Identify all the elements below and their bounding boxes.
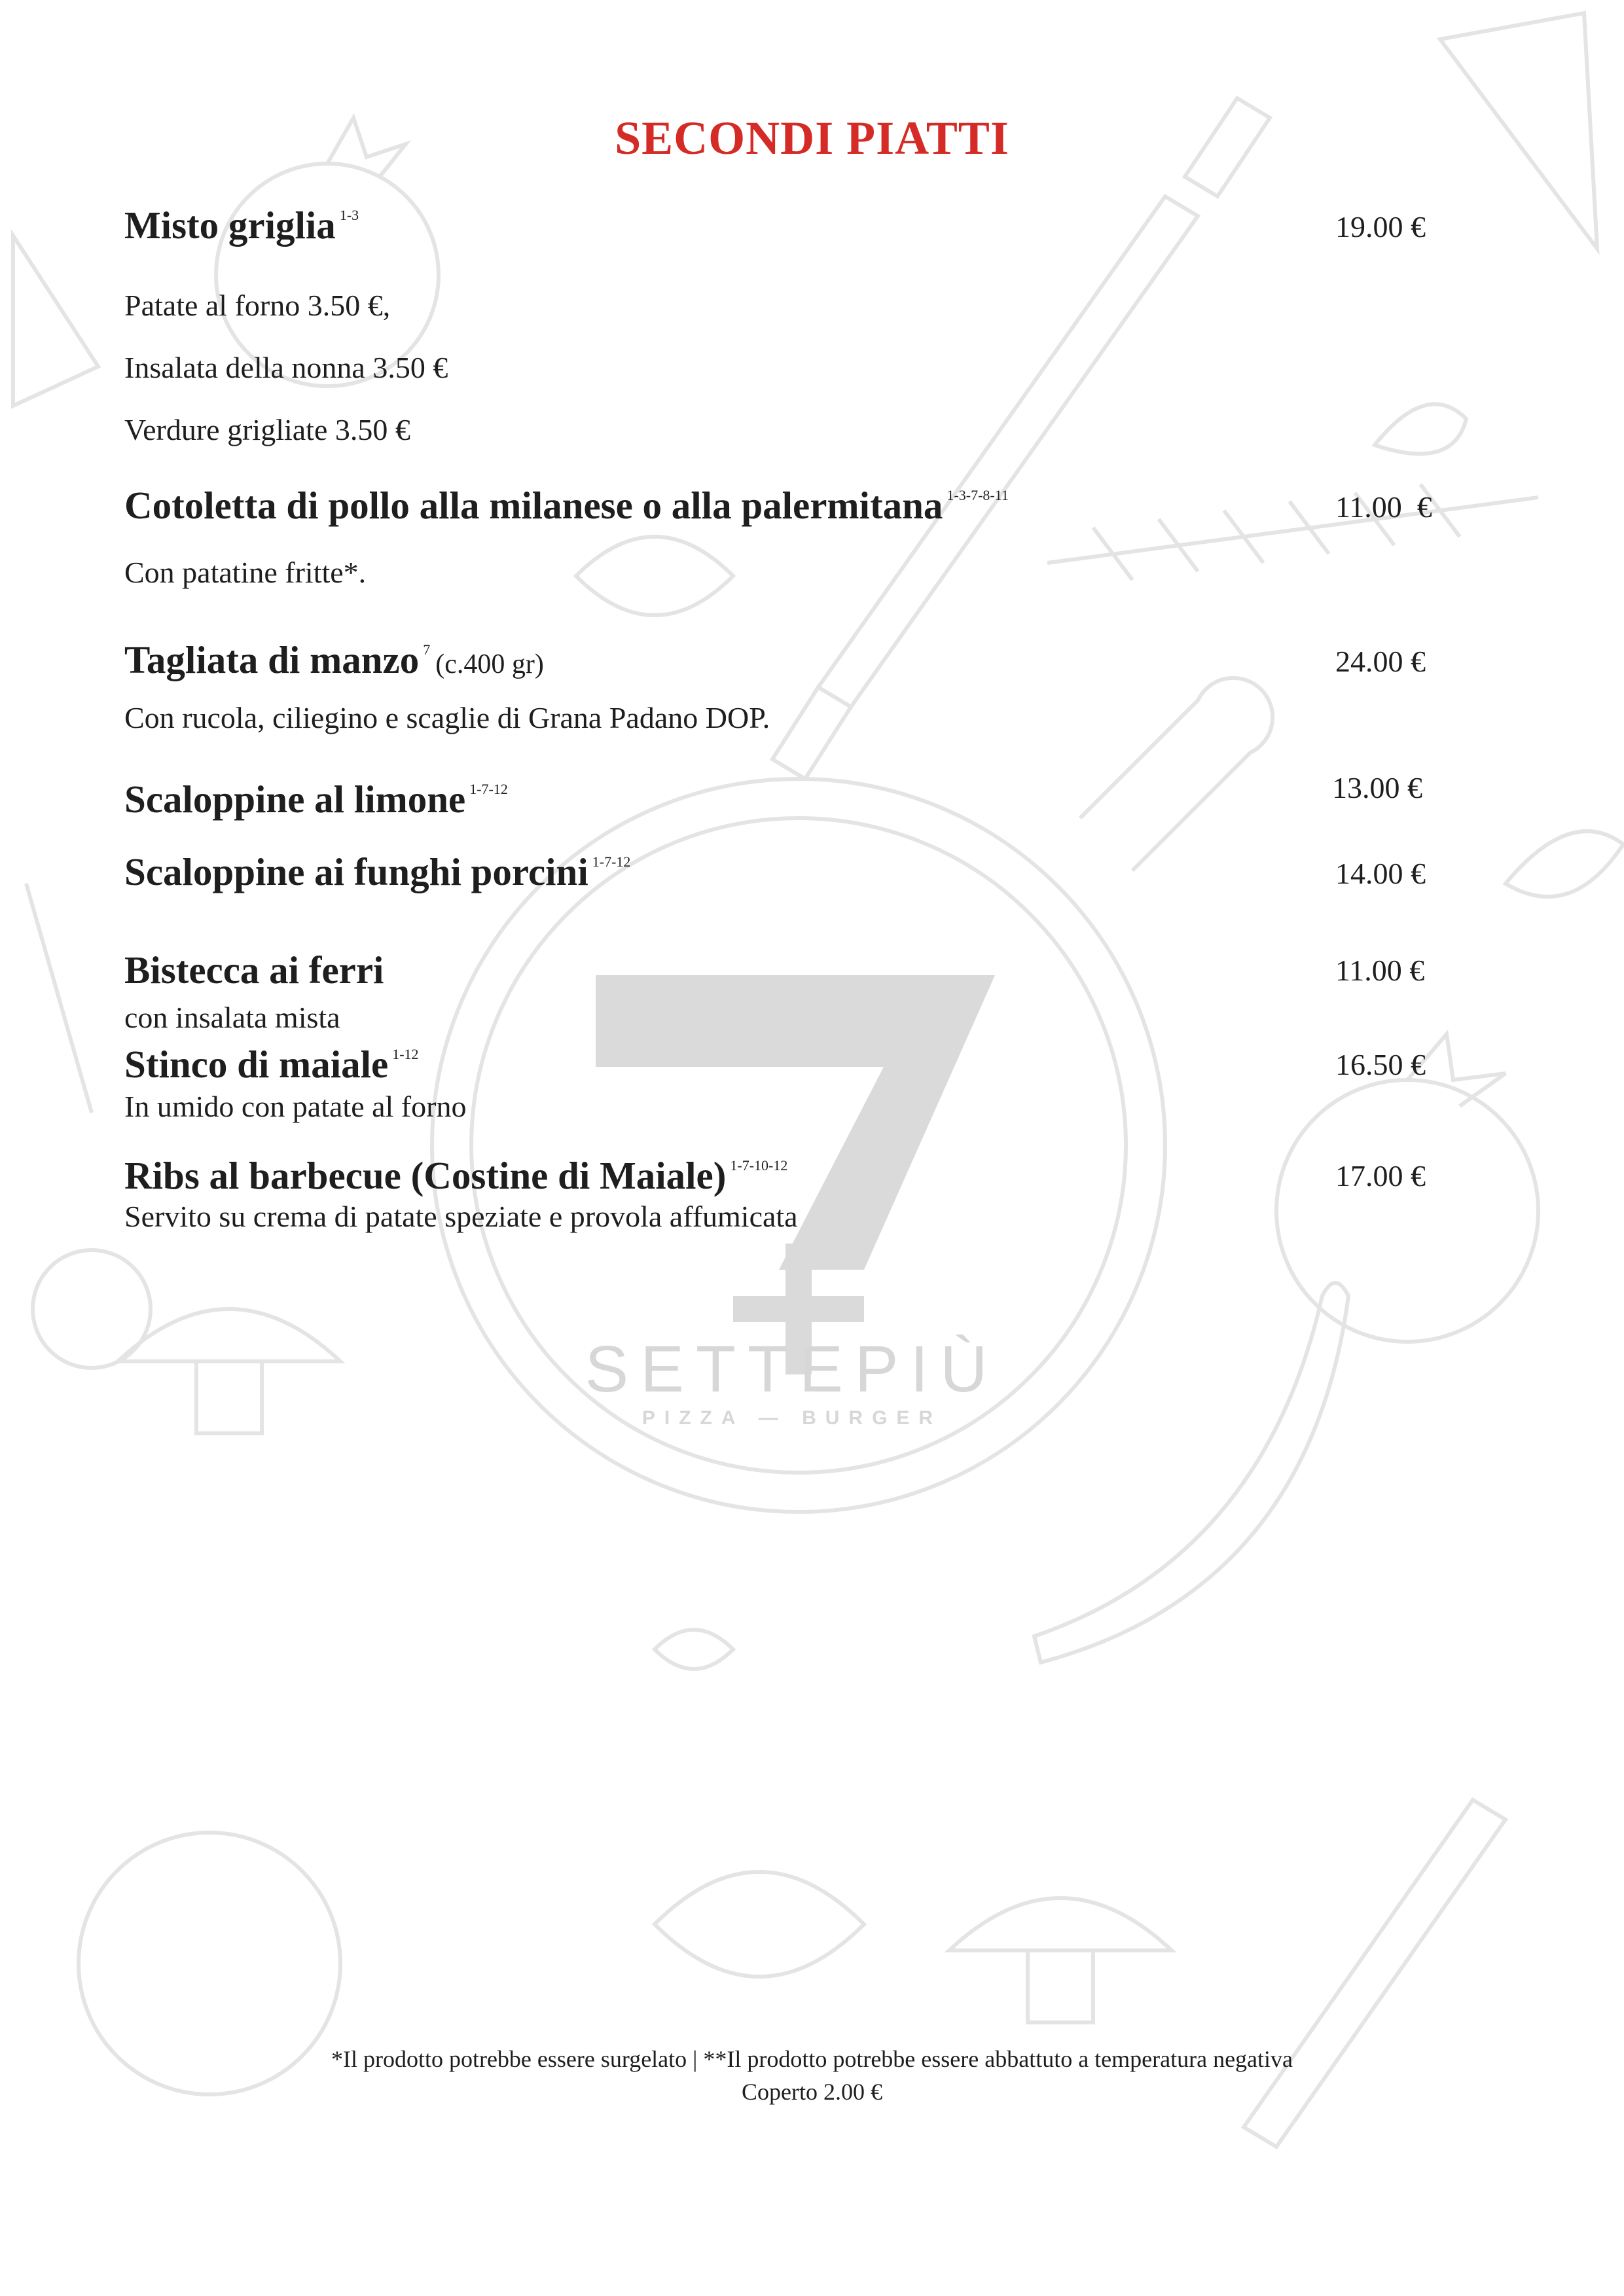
- item-price: 11.00 €: [1335, 954, 1425, 987]
- side-option: Verdure grigliate 3.50 €: [124, 413, 410, 446]
- allergen-codes: 1-3: [339, 207, 359, 223]
- item-description: Servito su crema di patate speziate e provola affumicata: [124, 1200, 798, 1233]
- allergen-codes: 1-7-10-12: [730, 1157, 788, 1174]
- item-description: Con patatine fritte*.: [124, 556, 367, 589]
- portion-note: (c.400 gr): [435, 649, 544, 679]
- item-price: 24.00 €: [1335, 645, 1426, 678]
- item-description: Con rucola, ciliegino e scaglie di Grana Padano DOP.: [124, 701, 770, 734]
- item-price: 13.00 €: [1332, 771, 1422, 804]
- item-name-cotoletta: Cotoletta di pollo alla milanese o alla palermitana $^{1-3-7-8-11}$: [124, 484, 1009, 527]
- watermark-tagline: PIZZA — BURGER: [641, 1407, 943, 1429]
- item-name-stinco: Stinco di maiale $^{1-12}$: [124, 1043, 419, 1086]
- item-name-ribs: Ribs al barbecue (Costine di Maiale) $^{1-7-10-12}$: [124, 1154, 788, 1197]
- item-name-misto-griglia: Misto griglia $^{1-3}$: [124, 204, 359, 247]
- page-title: SECONDI PIATTI: [615, 112, 1009, 164]
- item-price: 19.00 €: [1335, 210, 1426, 243]
- item-name-bistecca: Bistecca ai ferri: [124, 948, 384, 992]
- side-option: Insalata della nonna 3.50 €: [124, 351, 448, 384]
- allergen-codes: 1-3-7-8-11: [947, 487, 1009, 503]
- item-price: 16.50 €: [1335, 1048, 1426, 1081]
- allergen-codes: 1-7-12: [592, 853, 631, 870]
- footer-disclaimer: *Il prodotto potrebbe essere surgelato | **Il prodotto potrebbe essere abbattuto a temperatura negativa: [331, 2046, 1293, 2072]
- cover-charge: Coperto 2.00 €: [742, 2079, 882, 2105]
- item-price: 11.00 €: [1335, 490, 1432, 524]
- item-price: 14.00 €: [1335, 857, 1426, 890]
- item-description: In umido con patate al forno: [124, 1090, 467, 1123]
- watermark-brand: SETTEPIÙ: [585, 1333, 1000, 1406]
- allergen-codes: 1-7-12: [469, 781, 508, 797]
- allergen-codes: 7: [423, 641, 431, 658]
- item-name-scaloppine-funghi: Scaloppine ai funghi porcini $^{1-7-12}$: [124, 850, 631, 893]
- allergen-codes: 1-12: [392, 1046, 419, 1062]
- item-name-scaloppine-limone: Scaloppine al limone $^{1-7-12}$: [124, 778, 508, 821]
- item-description: con insalata mista: [124, 1001, 340, 1034]
- side-option: Patate al forno 3.50 €,: [124, 289, 391, 322]
- item-name-tagliata: Tagliata di manzo $^7$ (c.400 gr): [124, 638, 544, 681]
- item-price: 17.00 €: [1335, 1159, 1426, 1193]
